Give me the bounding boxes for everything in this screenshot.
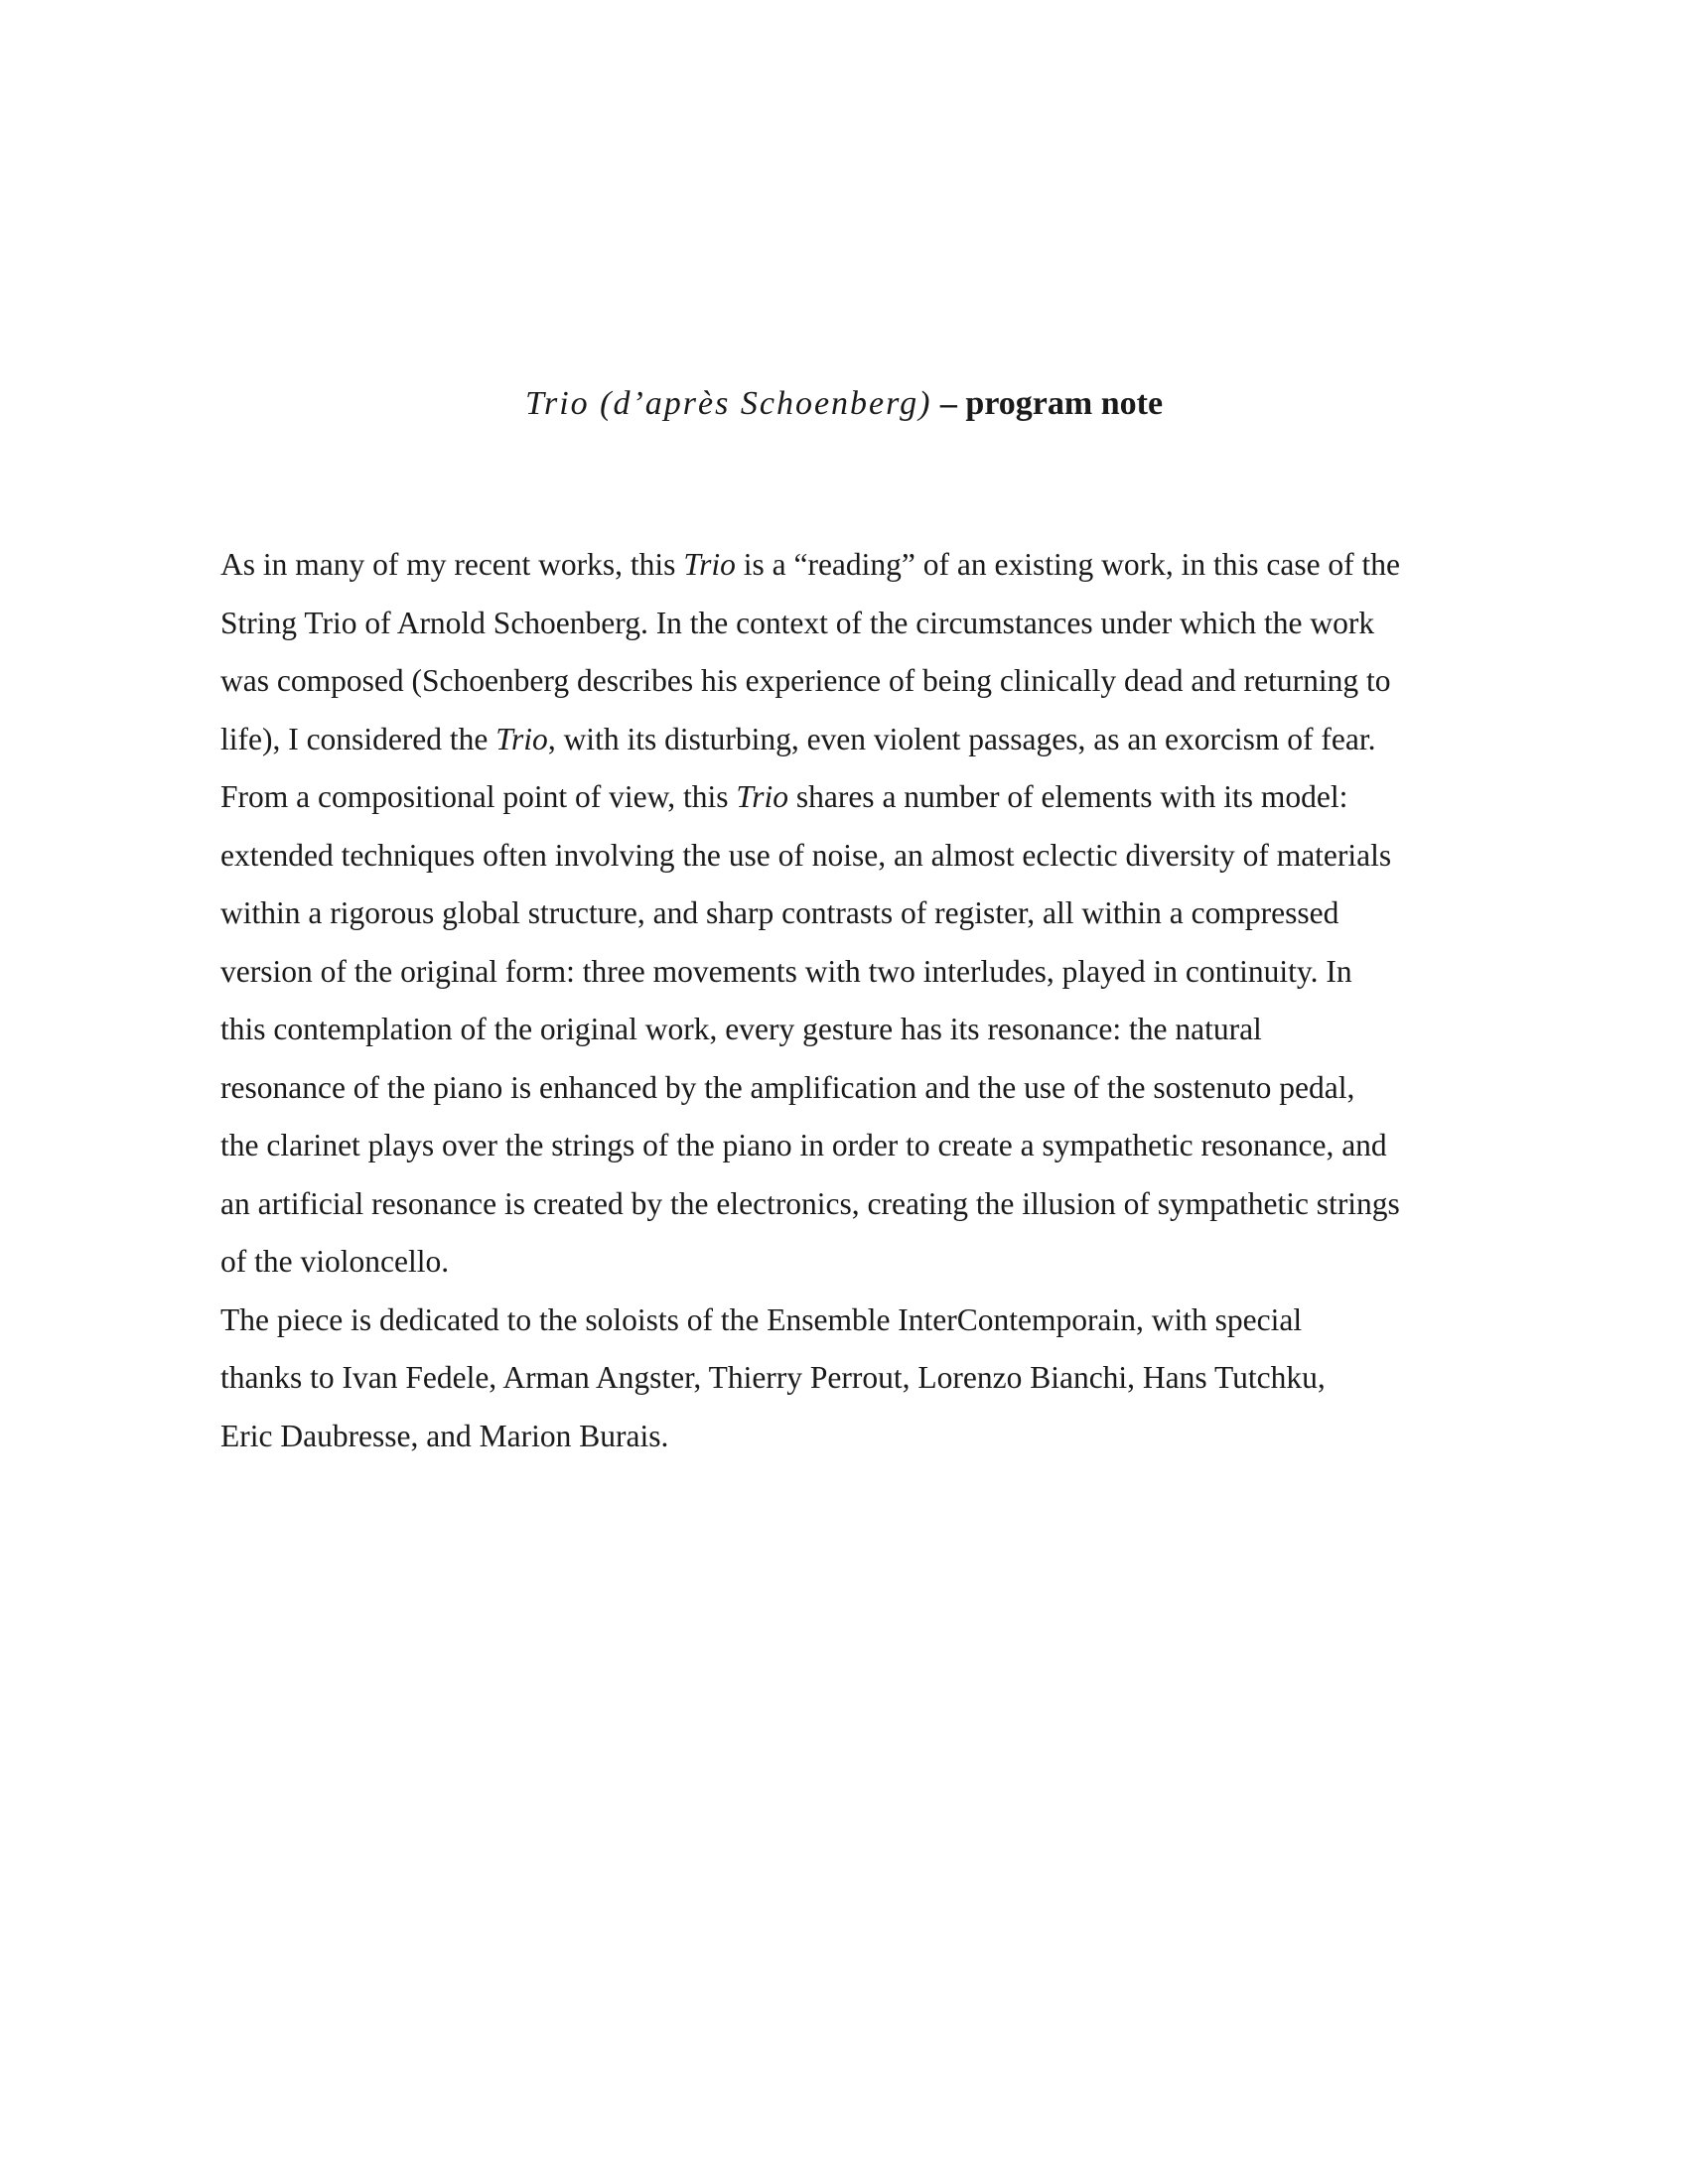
text-run: String Trio of Arnold Schoenberg. In the context of the circumstances under which the work (220, 605, 1375, 640)
text-run: extended techniques often involving the use of noise, an almost eclectic diversity of materials (220, 837, 1392, 873)
text-run: the clarinet plays over the strings of the piano in order to create a sympathetic resonance, and (220, 1128, 1387, 1162)
text-run: Eric Daubresse, and Marion Burais. (220, 1418, 669, 1453)
text-line (220, 1117, 1472, 1175)
text-line (220, 827, 1472, 886)
text-line (220, 652, 1472, 711)
text-line (220, 1233, 1472, 1292)
title-work-name: Trio (d’après Schoenberg) (524, 385, 932, 422)
text-line (220, 768, 1472, 827)
text-run: resonance of the piano is enhanced by the amplification and the use of the sostenuto pedal, (220, 1069, 1355, 1105)
text-line (220, 595, 1472, 653)
text-run: , with its disturbing, even violent passages, as an exorcism of fear. (547, 721, 1376, 756)
text-run: life), I considered the (220, 721, 496, 756)
italic-work-title: Trio (683, 547, 736, 582)
italic-work-title: Trio (736, 779, 788, 814)
text-line (220, 1349, 1472, 1408)
text-line (220, 885, 1472, 943)
text-line (220, 711, 1472, 769)
page-title (0, 381, 1688, 427)
text-run: this contemplation of the original work, every gesture has its resonance: the natural (220, 1012, 1262, 1046)
text-run: The piece is dedicated to the soloists of the Ensemble InterContemporain, with special (220, 1301, 1303, 1337)
text-run: thanks to Ivan Fedele, Arman Angster, Thierry Perrout, Lorenzo Bianchi, Hans Tutchku, (220, 1360, 1326, 1395)
text-run: shares a number of elements with its model: (787, 779, 1348, 814)
italic-work-title: Trio (495, 721, 548, 756)
text-line (220, 1292, 1472, 1350)
text-run: of the violoncello. (220, 1244, 450, 1279)
text-line (220, 943, 1472, 1002)
text-run: From a compositional point of view, this (220, 779, 737, 814)
title-suffix: – program note (931, 385, 1164, 422)
text-run: within a rigorous global structure, and sharp contrasts of register, all within a compressed (220, 895, 1339, 930)
program-note-body (220, 536, 1472, 1465)
text-run: is a “reading” of an existing work, in this case of the (735, 547, 1401, 582)
text-run: an artificial resonance is created by the electronics, creating the illusion of sympathetic strings (220, 1185, 1400, 1221)
text-line (220, 536, 1472, 595)
text-line (220, 1001, 1472, 1059)
text-run: was composed (Schoenberg describes his experience of being clinically dead and returning to (220, 663, 1391, 698)
text-run: version of the original form: three movements with two interludes, played in continuity. In (220, 953, 1352, 989)
text-run: As in many of my recent works, this (220, 547, 684, 582)
text-line (220, 1408, 1472, 1466)
text-line (220, 1175, 1472, 1234)
text-line (220, 1059, 1472, 1118)
